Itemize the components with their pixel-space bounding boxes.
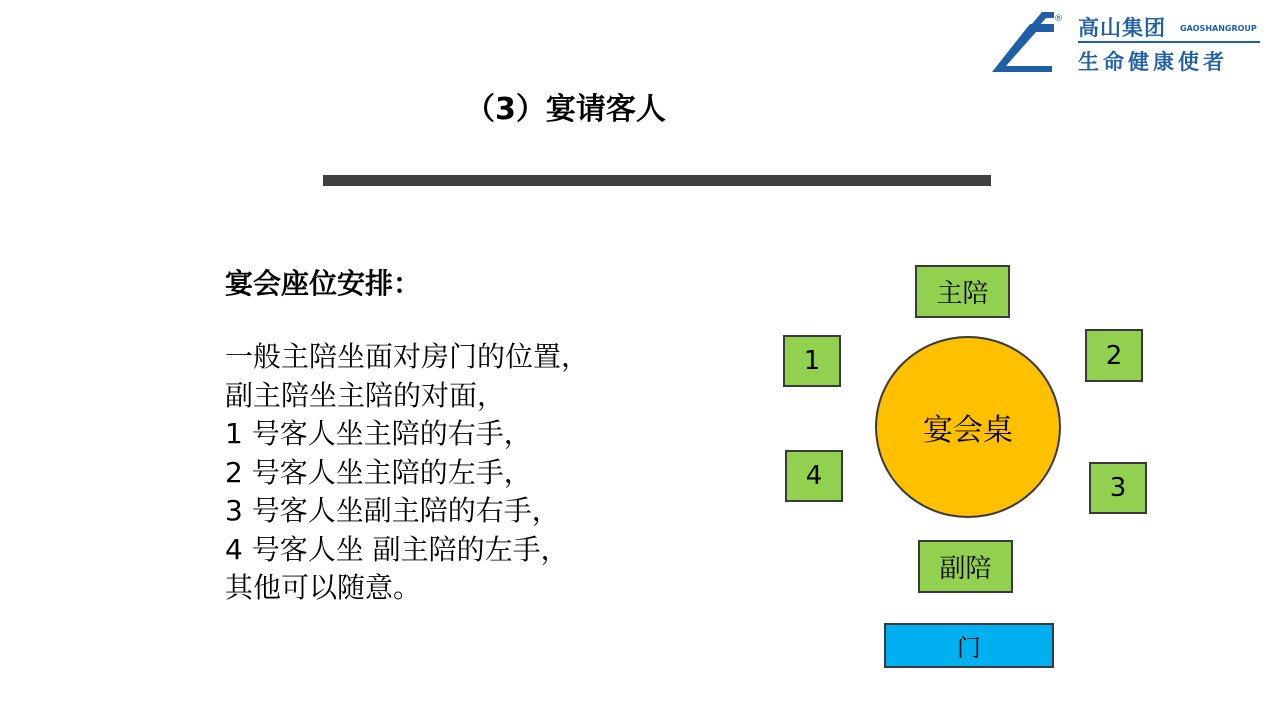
rule-line: 3 号客人坐副主陪的右手， — [225, 494, 560, 527]
logo-mark-icon — [990, 10, 1054, 74]
seat-host: 主陪 — [915, 265, 1010, 318]
rule-line: 2 号客人坐主陪的左手， — [225, 455, 532, 489]
logo-company-cn: 高山集团 — [1078, 16, 1166, 40]
rule-line: 4 号客人坐 副主陪的左手， — [225, 532, 569, 566]
logo-divider — [1078, 41, 1260, 43]
door: 门 — [884, 623, 1054, 668]
logo-slogan: 生命健康使者 — [1078, 50, 1228, 74]
seat-guest-4: 4 — [785, 450, 843, 502]
rule-line: 一般主陪坐面对房门的位置， — [225, 340, 590, 373]
seat-guest-1: 1 — [783, 335, 841, 387]
rule-line: 1 号客人坐主陪的右手， — [225, 417, 532, 450]
seating-rules — [225, 338, 589, 608]
logo-company-en: GAOSHANGROUP — [1180, 24, 1257, 33]
slide-title: （3）宴请客人 — [465, 92, 666, 127]
company-logo — [990, 10, 1270, 76]
rule-line: 副主陪坐主陪的对面， — [225, 378, 506, 412]
title-divider-bar — [323, 175, 991, 186]
seat-guest-2: 2 — [1085, 329, 1143, 382]
seat-guest-3: 3 — [1089, 462, 1147, 514]
banquet-table: 宴会桌 — [875, 336, 1061, 518]
registered-mark: ® — [1054, 14, 1063, 24]
section-heading: 宴会座位安排： — [225, 267, 422, 300]
rule-line: 其他可以随意。 — [225, 571, 422, 604]
seat-deputy-host: 副陪 — [918, 540, 1013, 593]
